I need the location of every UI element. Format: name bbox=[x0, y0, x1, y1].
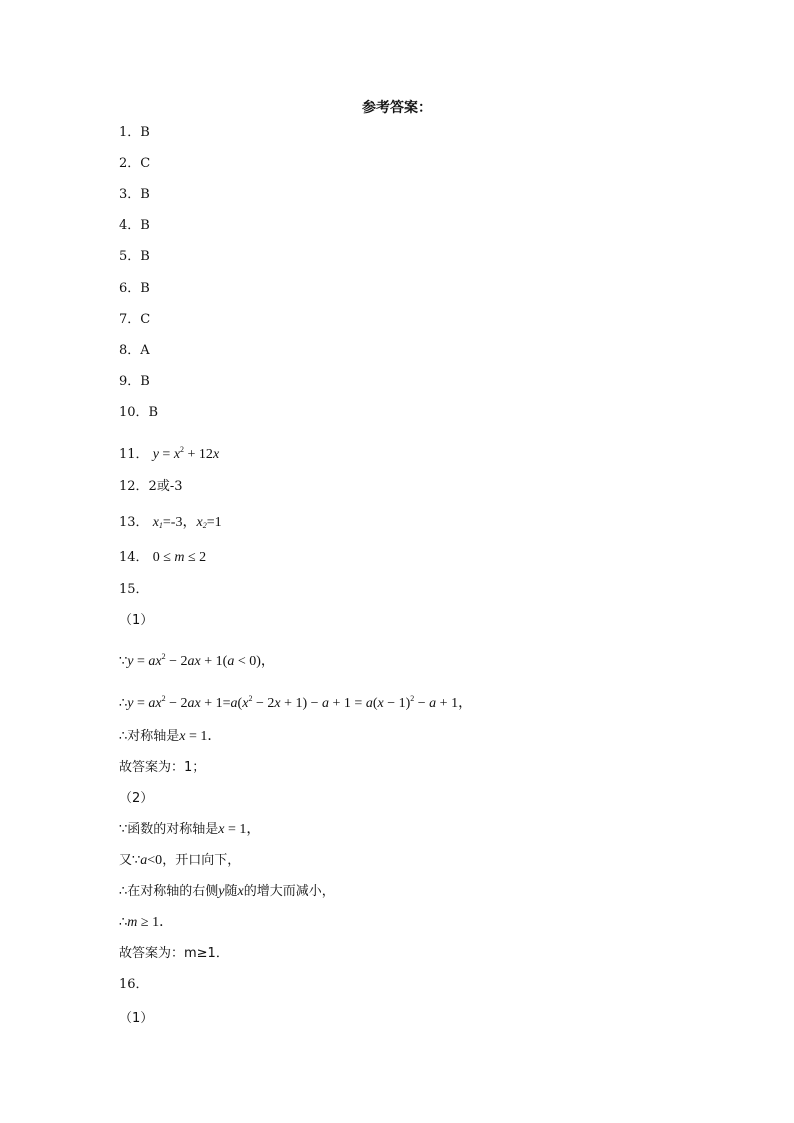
sol15-m-condition: ∴m ≥ 1． bbox=[119, 915, 174, 930]
answer-8: 8．A bbox=[119, 343, 150, 358]
answer-11: 11． $y = x^2 + 12x$ bbox=[119, 445, 220, 462]
formula-13: $x_1=-3$，$x_2=1$ bbox=[152, 515, 222, 530]
sol15-monotonic: ∴在对称轴的右侧y随x的增大而减小， bbox=[119, 884, 335, 899]
sol15-given: ∵y = $ax^2 - 2ax + 1(a < 0)$， bbox=[119, 652, 275, 669]
answer-6: 6．B bbox=[119, 281, 150, 296]
answer-3: 3．B bbox=[119, 187, 150, 202]
formula-14: 0 ≤ m ≤ 2 bbox=[152, 550, 207, 565]
sol15-axis-func: ∵函数的对称轴是x = 1， bbox=[119, 822, 261, 837]
answer-7: 7．C bbox=[119, 312, 151, 327]
sol15-part2-label: （2） bbox=[119, 791, 154, 806]
q16-part1-label: （1） bbox=[119, 1011, 154, 1026]
sol15-answer2: 故答案为：m≥1． bbox=[119, 946, 229, 961]
sol15-part1-label: （1） bbox=[119, 613, 154, 628]
sol15-transform: ∴y = $ax^2 - 2ax + 1=a(x^2 - 2x + 1) - a + 1 = a(x - 1)^2 - a + 1$， bbox=[119, 694, 473, 711]
answer-4: 4．B bbox=[119, 218, 150, 233]
answer-12: 12．2或-3 bbox=[119, 479, 183, 494]
answer-5: 5．B bbox=[119, 249, 150, 264]
sol15-answer1: 故答案为：1； bbox=[119, 760, 206, 775]
page-title: 参考答案： bbox=[362, 100, 432, 116]
answer-9: 9．B bbox=[119, 374, 150, 389]
answer-2: 2．C bbox=[119, 156, 151, 171]
sol15-open-down: 又∵a<0，开口向下， bbox=[119, 853, 241, 868]
answer-14: 14． 0 ≤ m ≤ 2 bbox=[119, 550, 207, 565]
formula-11: $y = x^2 + 12x$ bbox=[152, 445, 220, 462]
answer-15: 15． bbox=[119, 582, 149, 597]
answer-16: 16． bbox=[119, 977, 149, 992]
answer-1: 1．B bbox=[119, 125, 150, 140]
answer-13: 13． $x_1=-3$，$x_2=1$ bbox=[119, 515, 222, 530]
answer-10: 10．B bbox=[119, 405, 159, 420]
sol15-axis: ∴对称轴是x = 1． bbox=[119, 729, 222, 744]
